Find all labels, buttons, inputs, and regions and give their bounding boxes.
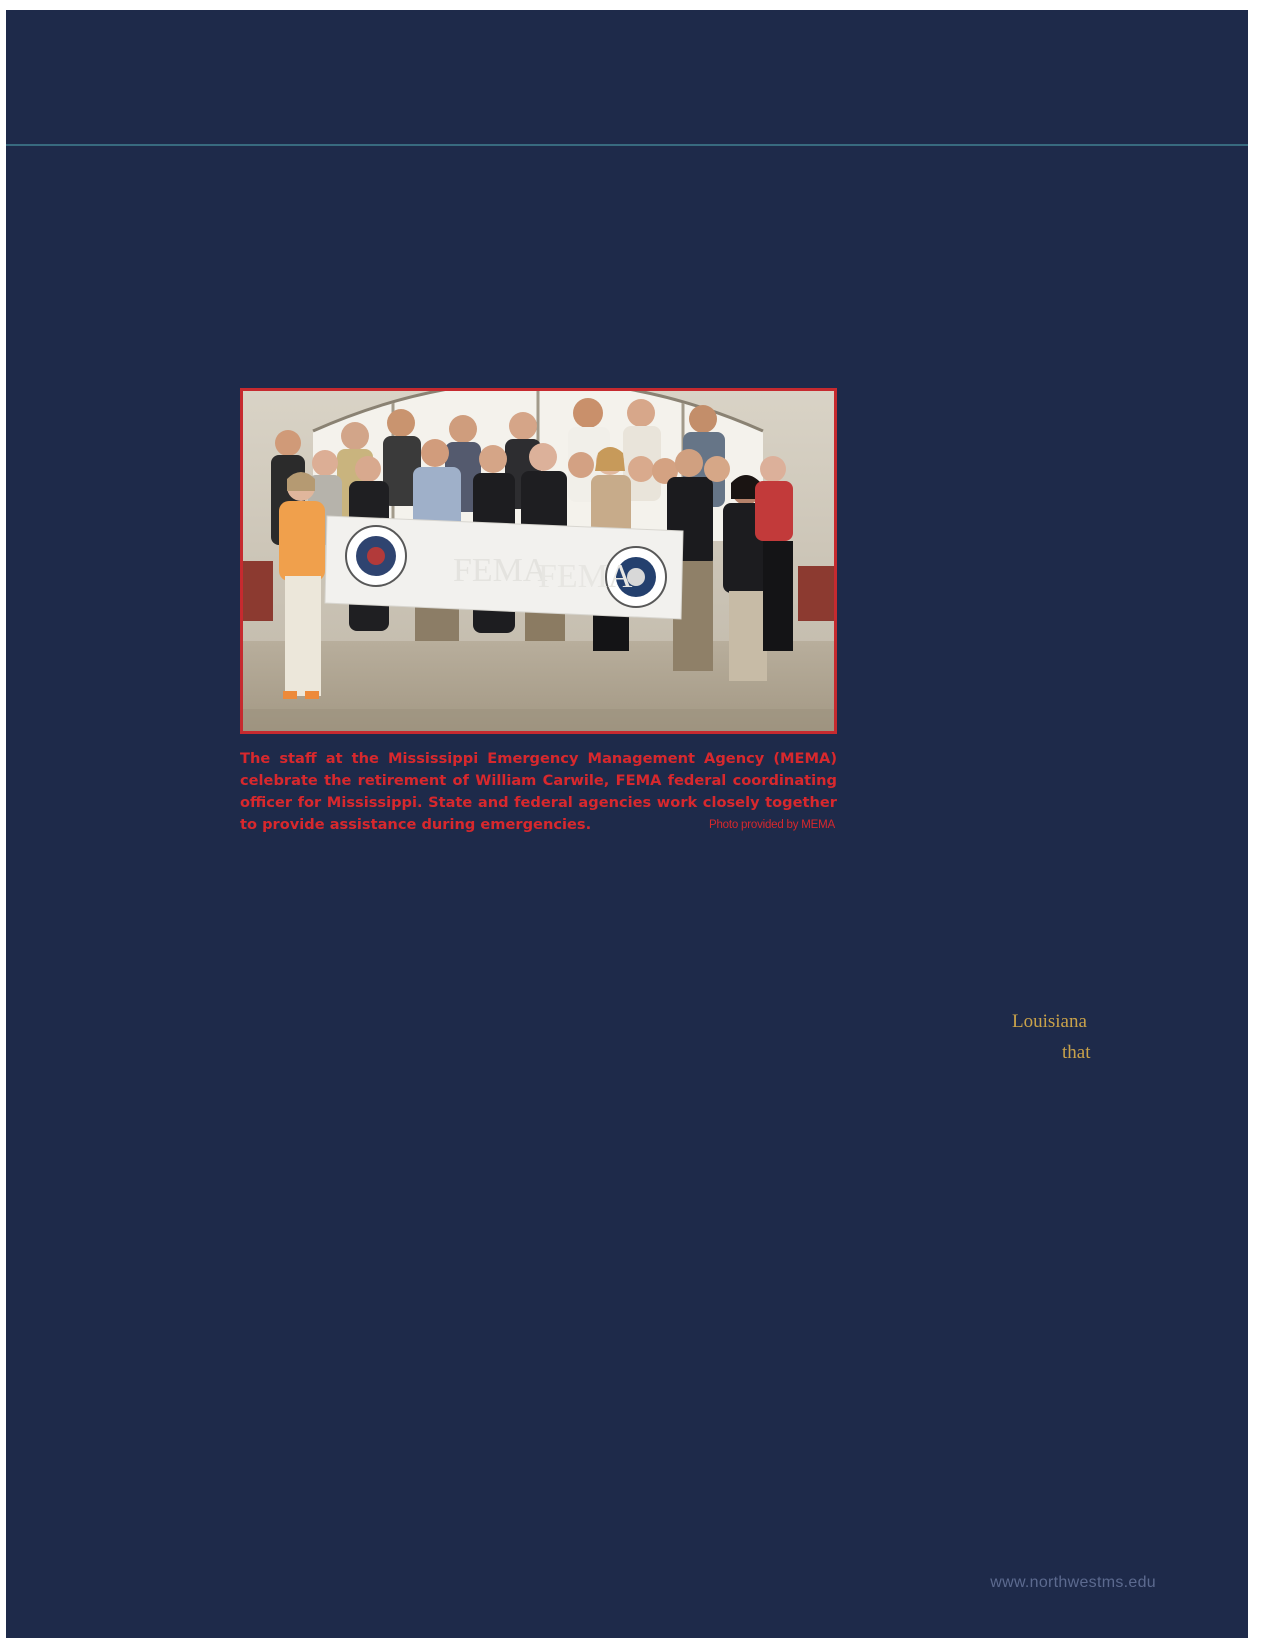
footer-website: www.northwestms.edu: [990, 1574, 1156, 1591]
caption-text: The staff at the Mississippi Emergency Management Agency (MEMA) celebrate the retirement of William Carwile, FEMA federal coordinating officer for Mississippi. State and federal agencies work closely together to provide assistance during emergencies.: [240, 750, 837, 833]
photo-caption: [240, 748, 837, 836]
highlight-line-2: [1062, 1037, 1091, 1068]
highlight-line-1: [1012, 1006, 1087, 1037]
farewell-banner: [325, 516, 683, 619]
svg-text:FEMA: FEMA: [538, 558, 633, 595]
left-column-text: [102, 110, 602, 141]
svg-text:FEMA: FEMA: [453, 552, 548, 589]
header-rule: [6, 144, 1248, 146]
highlight-word-louisiana: Louisiana: [1012, 1011, 1087, 1032]
magazine-page: [6, 10, 1248, 1638]
staff-photo: [240, 388, 837, 734]
highlight-word-that: that: [1062, 1042, 1091, 1063]
photo-credit: Photo provided by MEMA: [709, 819, 835, 831]
